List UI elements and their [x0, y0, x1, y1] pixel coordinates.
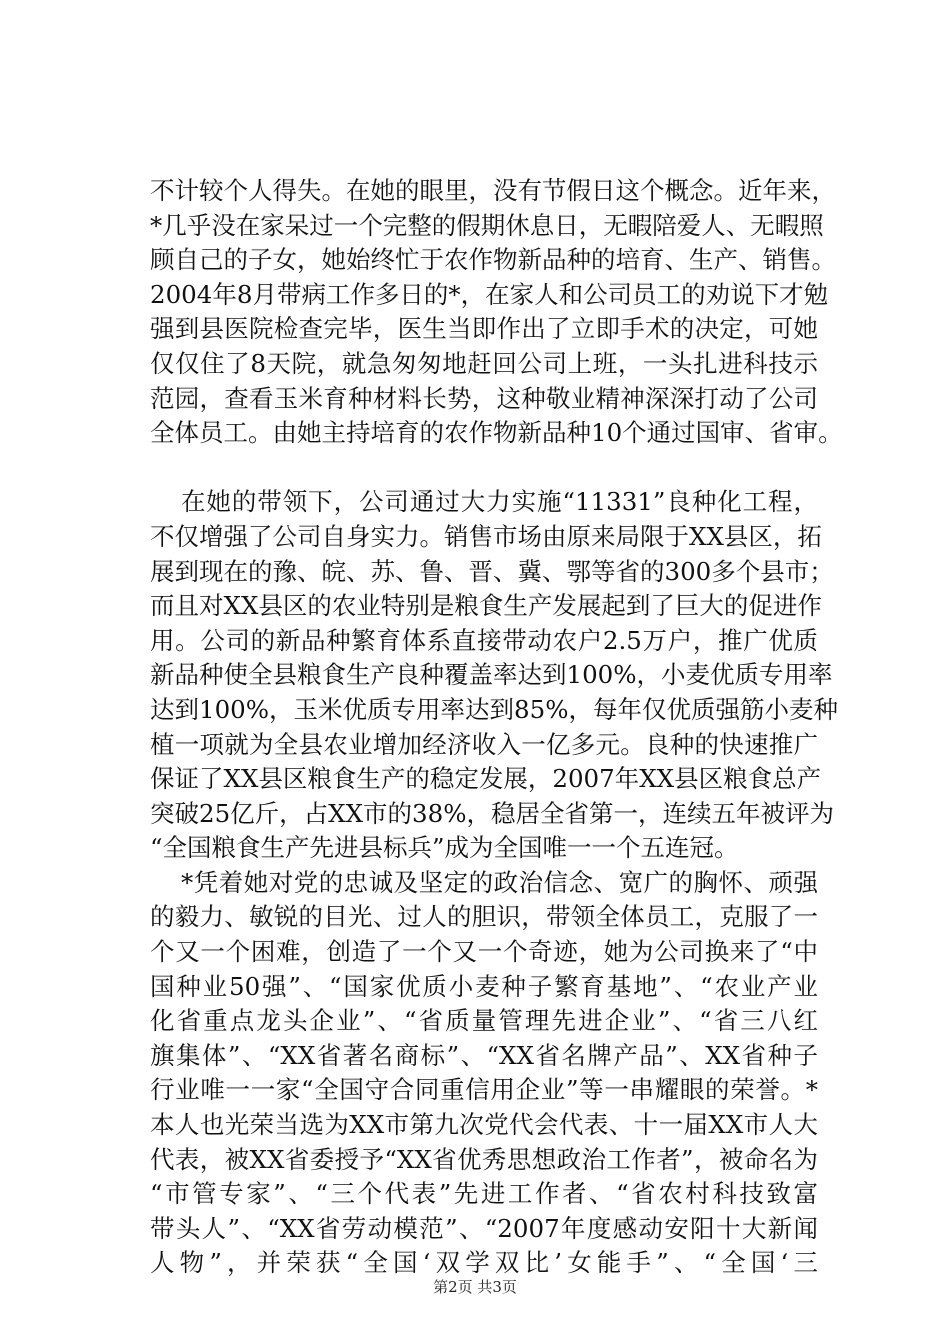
text-line: “市管专家”、“三个代表”先进工作者、“省农村科技致富 — [150, 1179, 818, 1209]
text-line: 个又一个困难，创造了一个又一个奇迹，她为公司换来了“中 — [150, 937, 818, 967]
text-line: 不仅增强了公司自身实力。销售市场由原来局限于XX县区，拓 — [150, 521, 822, 551]
text-line: 展到现在的豫、皖、苏、鲁、晋、冀、鄂等省的300多个县市； — [150, 556, 834, 586]
text-line: 突破25亿斤，占XX市的38%，稳居全省第一，连续五年被评为 — [150, 798, 835, 828]
text-line: 人物”，并荣获“全国‘双学双比’女能手”、“全国‘三 — [150, 1248, 818, 1278]
document-body — [150, 174, 843, 1281]
paragraph-1 — [150, 174, 843, 451]
text-line: 达到100%，玉米优质专用率达到85%，每年仅优质强筋小麦种 — [150, 694, 838, 724]
text-line: 用。公司的新品种繁育体系直接带动农户2.5万户，推广优质 — [150, 625, 818, 655]
text-line: 代表，被XX省委授予“XX省优秀思想政治工作者”，被命名为 — [150, 1144, 818, 1174]
text-line: 旗集体”、“XX省著名商标”、“XX省名牌产品”、XX省种子 — [150, 1040, 818, 1070]
text-line: 强到县医院检查完毕，医生当即作出了立即手术的决定，可她 — [150, 314, 818, 344]
text-line: 化省重点龙头企业”、“省质量管理先进企业”、“省三八红 — [150, 1006, 818, 1036]
text-line: *几乎没在家呆过一个完整的假期休息日，无暇陪爱人、无暇照 — [150, 210, 824, 240]
paragraph-3 — [150, 866, 818, 1281]
text-line: 带头人”、“XX省劳动模范”、“2007年度感动安阳十大新闻 — [150, 1213, 818, 1243]
text-line: 顾自己的子女，她始终忙于农作物新品种的培育、生产、销售。 — [150, 245, 836, 275]
text-line: 而且对XX县区的农业特别是粮食生产发展起到了巨大的促进作 — [150, 591, 822, 621]
text-line: 仅仅住了8天院，就急匆匆地赶回公司上班，一头扎进科技示 — [150, 348, 818, 378]
paragraph-2 — [150, 485, 838, 866]
text-line: 保证了XX县区粮食生产的稳定发展，2007年XX县区粮食总产 — [150, 764, 822, 794]
text-line: 全体员工。由她主持培育的农作物新品种10个通过国审、省审。 — [150, 418, 843, 448]
text-line: 国种业50强”、“国家优质小麦种子繁育基地”、“农业产业 — [150, 971, 818, 1001]
text-line: 新品种使全县粮食生产良种覆盖率达到100%，小麦优质专用率 — [150, 660, 833, 690]
text-line: 的毅力、敏锐的目光、过人的胆识，带领全体员工，克服了一 — [150, 902, 818, 932]
text-line: 行业唯一一家“全国守合同重信用企业”等一串耀眼的荣誉。* — [150, 1075, 818, 1105]
page-number-label: 第2页 共3页 — [433, 1278, 517, 1296]
page-footer — [0, 1276, 950, 1297]
text-line: 在她的带领下，公司通过大力实施“11331”良种化工程， — [181, 487, 818, 517]
text-line: 本人也光荣当选为XX市第九次党代会代表、十一届XX市人大 — [150, 1110, 818, 1140]
paragraph-spacer — [150, 451, 818, 486]
text-line: 不计较个人得失。在她的眼里，没有节假日这个概念。近年来， — [150, 176, 836, 205]
text-line: 植一项就为全县农业增加经济收入一亿多元。良种的快速推广 — [150, 729, 818, 759]
text-line: 2004年8月带病工作多日的*，在家人和公司员工的劝说下才勉 — [150, 279, 829, 309]
text-line: 范园，查看玉米育种材料长势，这种敬业精神深深打动了公司 — [150, 383, 818, 413]
text-line: “全国粮食生产先进县标兵”成为全国唯一一个五连冠。 — [150, 833, 739, 863]
text-line: *凭着她对党的忠诚及坚定的政治信念、宽广的胸怀、顽强 — [181, 867, 818, 897]
